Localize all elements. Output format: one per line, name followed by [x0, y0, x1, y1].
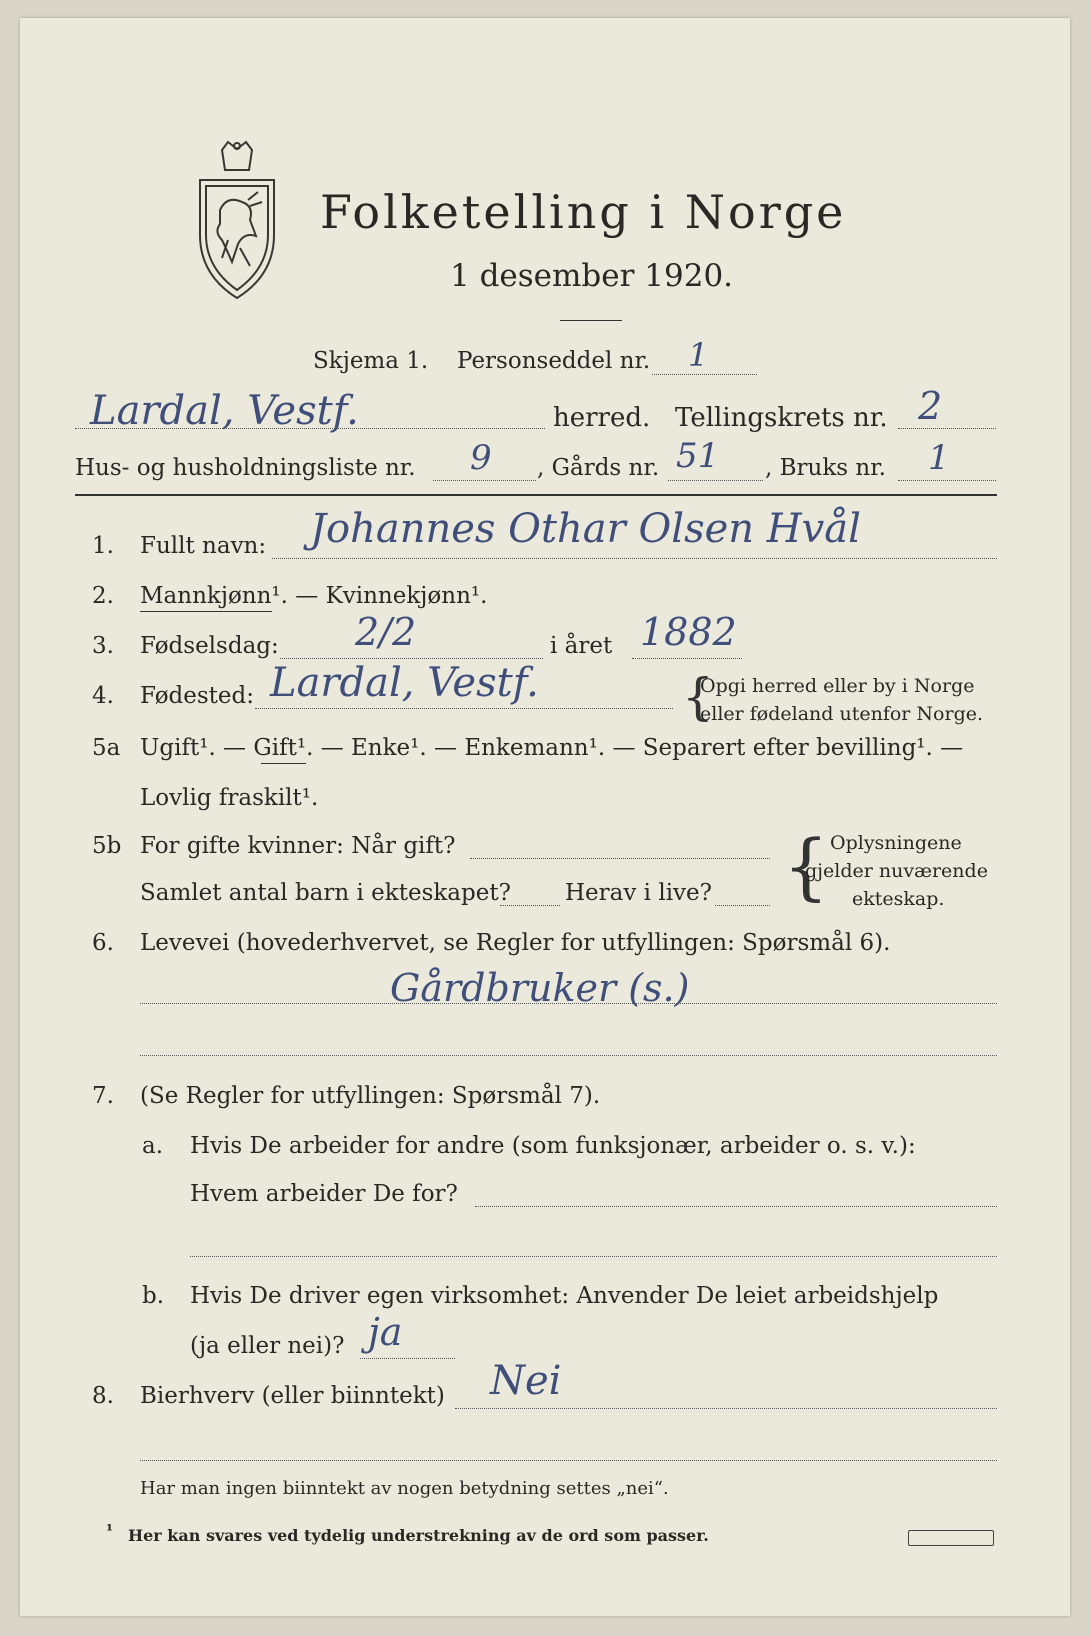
year-label: i året	[550, 633, 613, 659]
occupation-value[interactable]: Gårdbruker (s.)	[390, 966, 690, 1010]
tellingskrets-label: Tellingskrets nr.	[675, 403, 888, 433]
herred-label: herred.	[553, 403, 651, 433]
printer-mark	[908, 1530, 994, 1546]
birthplace-note-2: eller fødeland utenfor Norge.	[700, 703, 984, 725]
gards-label: , Gårds nr.	[537, 455, 660, 481]
q8-label: Bierhverv (eller biinntekt)	[140, 1383, 445, 1409]
q7a-line1: Hvis De arbeider for andre (som funksjonær, arbeider o. s. v.):	[190, 1133, 916, 1159]
personseddel-value[interactable]: 1	[688, 336, 709, 374]
q5b-line2a: Samlet antal barn i ekteskapet?	[140, 880, 511, 906]
hired-help-value[interactable]: ja	[368, 1310, 403, 1354]
census-form: Folketelling i Norge 1 desember 1920. Skjema 1. Personseddel nr. 1 Lardal, Vestf. herred. Tellingskrets nr. 2 Hus- og husholdningsliste nr. 9 , Gårds nr. 51 , Bruks nr. 1 1. Fullt navn: Johannes Othar Olsen Hvål 2. Mannkjønn¹. — Kvinnekjønn¹. 3. Fødselsdag: 2/2 i året 1882 4. Fødested: Lardal, Vestf. { Opgi herred eller by i Norge eller fødeland utenfor Norge. 5a Ugift¹. — Gift¹. — Enke¹. — Enkemann¹. — Separert efter bevilling¹. — Lovlig fraskilt¹. 5b For gifte kvinner: Når gift? Samlet antal barn i ekteskapet? Herav i live? { Oplysningene gjelder nuværende ekteskap. 6. Levevei (hovederhvervet, se Regler for utfyllingen: Spørsmål 6). Gårdbruker (s.) 7. (Se Regler for utfyllingen: Spørsmål 7). a. Hvis De arbeider for andre (som funksjonær, arbeider o. s. v.): Hvem arbeider De for? b. Hvis De driver egen virksomhet: Anvender De leiet arbeidshjelp (ja eller nei)? ja 8. Bierhverv (eller biinntekt) Nei Har man ingen biinntekt av nogen betydning settes „nei“. ¹ Her kan svares ved tydelig understrekning av de ord som passer.	[20, 18, 1070, 1616]
birth-year-value[interactable]: 1882	[640, 610, 737, 654]
q4-number: 4.	[92, 683, 114, 709]
q1-number: 1.	[92, 533, 114, 559]
q6-number: 6.	[92, 930, 114, 956]
skjema-label: Skjema 1.	[313, 348, 429, 374]
q5a-number: 5a	[92, 735, 121, 761]
hus-value[interactable]: 9	[470, 438, 492, 478]
birthplace-note-1: Opgi herred eller by i Norge	[700, 675, 975, 697]
form-title: Folketelling i Norge	[320, 185, 847, 239]
gards-value[interactable]: 51	[676, 436, 720, 476]
footnote-mark: ¹	[106, 1521, 114, 1540]
personseddel-label: Personseddel nr.	[457, 348, 651, 374]
birthplace-value[interactable]: Lardal, Vestf.	[270, 660, 539, 706]
header-rule	[75, 494, 997, 496]
tellingskrets-value[interactable]: 2	[918, 384, 943, 428]
q8-number: 8.	[92, 1383, 114, 1409]
bruks-label: , Bruks nr.	[765, 455, 886, 481]
gift-underline	[261, 763, 306, 764]
q7a-letter: a.	[142, 1133, 164, 1159]
q7-label: (Se Regler for utfyllingen: Spørsmål 7).	[140, 1083, 601, 1109]
q5b-line2b: Herav i live?	[565, 880, 712, 906]
q7b-letter: b.	[142, 1283, 165, 1309]
q3-number: 3.	[92, 633, 114, 659]
nei-note: Har man ingen biinntekt av nogen betydning settes „nei“.	[140, 1478, 669, 1499]
q5b-number: 5b	[92, 833, 122, 859]
q4-label: Fødested:	[140, 683, 255, 709]
footnote-text: Her kan svares ved tydelig understrekning av de ord som passer.	[128, 1526, 709, 1545]
birthday-value[interactable]: 2/2	[355, 610, 417, 654]
q5a-line1: Ugift¹. — Gift¹. — Enke¹. — Enkemann¹. — Separert efter bevilling¹. —	[140, 735, 964, 761]
q2-number: 2.	[92, 583, 114, 609]
q7a-line2: Hvem arbeider De for?	[190, 1181, 458, 1207]
q7b-line1: Hvis De driver egen virksomhet: Anvender De leiet arbeidshjelp	[190, 1283, 939, 1309]
full-name-value[interactable]: Johannes Othar Olsen Hvål	[310, 506, 861, 552]
side-income-value[interactable]: Nei	[490, 1358, 562, 1404]
herred-value[interactable]: Lardal, Vestf.	[90, 388, 359, 434]
q5b-line1: For gifte kvinner: Når gift?	[140, 833, 456, 859]
q5b-note-2: gjelder nuværende	[805, 860, 988, 882]
q3-label: Fødselsdag:	[140, 633, 279, 659]
q2-label: Mannkjønn¹. — Kvinnekjønn¹.	[140, 583, 488, 609]
title-divider	[560, 320, 622, 321]
q6-label: Levevei (hovederhvervet, se Regler for utfyllingen: Spørsmål 6).	[140, 930, 891, 956]
hus-label: Hus- og husholdningsliste nr.	[75, 455, 416, 481]
census-date: 1 desember 1920.	[450, 258, 734, 294]
q7b-line2: (ja eller nei)?	[190, 1333, 345, 1359]
q1-label: Fullt navn:	[140, 533, 267, 559]
q5b-note-1: Oplysningene	[830, 832, 962, 854]
q5b-note-3: ekteskap.	[852, 888, 945, 910]
q5a-line2: Lovlig fraskilt¹.	[140, 785, 319, 811]
bruks-value[interactable]: 1	[928, 438, 950, 478]
mannkjonn-underline	[140, 611, 272, 612]
coat-of-arms-icon	[192, 140, 282, 300]
q7-number: 7.	[92, 1083, 114, 1109]
